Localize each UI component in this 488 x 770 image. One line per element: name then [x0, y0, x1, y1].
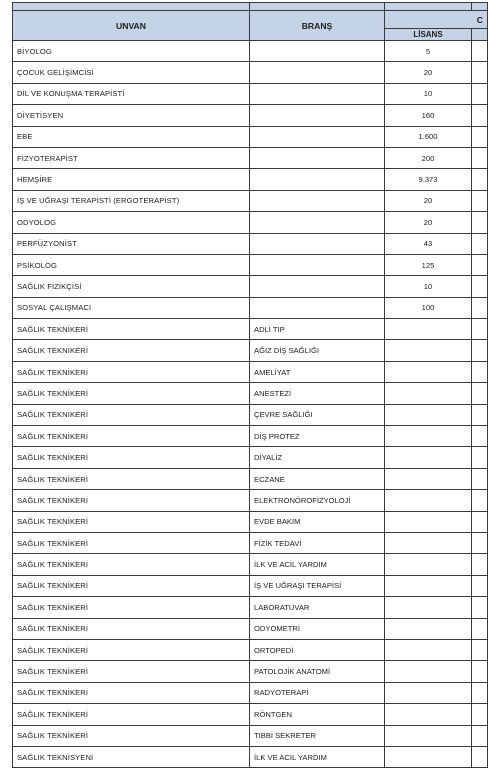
unvan-cell: FİZYOTERAPİST	[13, 147, 250, 168]
brans-cell: RADYOTERAPİ	[250, 682, 385, 703]
brans-cell	[250, 297, 385, 318]
table-row	[13, 511, 488, 532]
next-column-cell	[472, 746, 488, 767]
brans-cell	[250, 62, 385, 83]
header-top-cell	[472, 3, 488, 11]
unvan-cell: SAĞLIK TEKNİKERİ	[13, 682, 250, 703]
next-column-cell	[472, 83, 488, 104]
next-column-cell	[472, 276, 488, 297]
next-column-cell	[472, 618, 488, 639]
brans-cell	[250, 83, 385, 104]
brans-cell: PATOLOJİK ANATOMİ	[250, 661, 385, 682]
unvan-cell: SAĞLIK TEKNİKERİ	[13, 511, 250, 532]
unvan-header: UNVAN	[13, 11, 250, 41]
next-column-cell	[472, 254, 488, 275]
lisans-cell	[385, 532, 472, 553]
lisans-cell	[385, 639, 472, 660]
lisans-cell	[385, 682, 472, 703]
table-row	[13, 532, 488, 553]
next-column-cell	[472, 490, 488, 511]
next-column-cell	[472, 704, 488, 725]
next-column-cell	[472, 169, 488, 190]
lisans-cell	[385, 468, 472, 489]
brans-cell: AMELİYAT	[250, 361, 385, 382]
next-column-cell	[472, 597, 488, 618]
brans-cell	[250, 233, 385, 254]
brans-cell	[250, 254, 385, 275]
brans-cell: EVDE BAKIM	[250, 511, 385, 532]
table-row	[13, 297, 488, 318]
unvan-cell: SAĞLIK TEKNİKERİ	[13, 639, 250, 660]
table-row	[13, 704, 488, 725]
lisans-cell	[385, 597, 472, 618]
next-column-header	[472, 29, 488, 41]
brans-cell: RÖNTGEN	[250, 704, 385, 725]
lisans-cell: 43	[385, 233, 472, 254]
next-column-cell	[472, 661, 488, 682]
next-column-cell	[472, 404, 488, 425]
next-column-cell	[472, 297, 488, 318]
table-body	[13, 41, 488, 768]
lisans-cell: 160	[385, 105, 472, 126]
lisans-cell	[385, 490, 472, 511]
lisans-cell: 100	[385, 297, 472, 318]
next-column-cell	[472, 62, 488, 83]
brans-cell	[250, 212, 385, 233]
lisans-cell	[385, 575, 472, 596]
unvan-cell: SAĞLIK TEKNİKERİ	[13, 447, 250, 468]
unvan-cell: HEMŞİRE	[13, 169, 250, 190]
unvan-cell: SAĞLIK TEKNİKERİ	[13, 704, 250, 725]
brans-cell: ECZANE	[250, 468, 385, 489]
next-column-cell	[472, 361, 488, 382]
table-row	[13, 575, 488, 596]
unvan-cell: SOSYAL ÇALIŞMACI	[13, 297, 250, 318]
lisans-cell	[385, 319, 472, 340]
brans-cell: FİZİK TEDAVİ	[250, 532, 385, 553]
header-top-cell	[385, 3, 472, 11]
lisans-cell: 20	[385, 62, 472, 83]
unvan-cell: PSİKOLOG	[13, 254, 250, 275]
lisans-cell: 125	[385, 254, 472, 275]
unvan-cell: SAĞLIK TEKNİKERİ	[13, 597, 250, 618]
table-row	[13, 254, 488, 275]
lisans-cell	[385, 725, 472, 746]
lisans-cell	[385, 447, 472, 468]
unvan-cell: SAĞLIK TEKNİKERİ	[13, 383, 250, 404]
unvan-cell: SAĞLIK TEKNİKERİ	[13, 661, 250, 682]
brans-cell	[250, 41, 385, 62]
unvan-cell: EBE	[13, 126, 250, 147]
lisans-cell	[385, 618, 472, 639]
table-row	[13, 169, 488, 190]
brans-cell	[250, 147, 385, 168]
unvan-cell: SAĞLIK TEKNİKERİ	[13, 618, 250, 639]
lisans-header: LİSANS	[385, 29, 472, 41]
brans-cell	[250, 169, 385, 190]
table-row	[13, 468, 488, 489]
brans-cell: ORTOPEDİ	[250, 639, 385, 660]
brans-cell	[250, 105, 385, 126]
header-top-strip	[13, 3, 488, 11]
unvan-cell: SAĞLIK TEKNİKERİ	[13, 404, 250, 425]
table-row	[13, 746, 488, 767]
lisans-cell: 20	[385, 212, 472, 233]
lisans-cell	[385, 704, 472, 725]
table-row	[13, 190, 488, 211]
brans-cell: İLK VE ACİL YARDIM	[250, 554, 385, 575]
table-row	[13, 126, 488, 147]
lisans-cell	[385, 426, 472, 447]
next-column-cell	[472, 105, 488, 126]
brans-header: BRANŞ	[250, 11, 385, 41]
unvan-cell: SAĞLIK TEKNİSYENİ	[13, 746, 250, 767]
next-column-cell	[472, 725, 488, 746]
lisans-cell	[385, 404, 472, 425]
lisans-cell: 200	[385, 147, 472, 168]
table-row	[13, 361, 488, 382]
next-column-cell	[472, 319, 488, 340]
lisans-cell: 10	[385, 276, 472, 297]
next-column-cell	[472, 426, 488, 447]
header-top-cell	[13, 3, 250, 11]
next-column-cell	[472, 190, 488, 211]
next-column-cell	[472, 511, 488, 532]
brans-cell: DİYALİZ	[250, 447, 385, 468]
unvan-cell: ÇOCUK GELİŞİMCİSİ	[13, 62, 250, 83]
table-row	[13, 83, 488, 104]
next-column-cell	[472, 639, 488, 660]
unvan-cell: SAĞLIK FİZİKÇİSİ	[13, 276, 250, 297]
table-row	[13, 340, 488, 361]
unvan-cell: BİYOLOG	[13, 41, 250, 62]
table-row	[13, 233, 488, 254]
table-row	[13, 319, 488, 340]
table-row	[13, 62, 488, 83]
brans-cell: AĞIZ DİŞ SAĞLIĞI	[250, 340, 385, 361]
table-row	[13, 661, 488, 682]
brans-cell	[250, 126, 385, 147]
table-row	[13, 639, 488, 660]
lisans-cell	[385, 661, 472, 682]
next-column-cell	[472, 233, 488, 254]
lisans-cell	[385, 383, 472, 404]
brans-cell: LABORATUVAR	[250, 597, 385, 618]
header-top-cell	[250, 3, 385, 11]
table-row	[13, 404, 488, 425]
next-column-cell	[472, 126, 488, 147]
unvan-cell: ODYOLOG	[13, 212, 250, 233]
next-column-cell	[472, 340, 488, 361]
next-column-cell	[472, 41, 488, 62]
brans-cell: İLK VE ACİL YARDIM	[250, 746, 385, 767]
lisans-cell	[385, 340, 472, 361]
unvan-cell: İŞ VE UĞRAŞI TERAPİSTİ (ERGOTERAPİST)	[13, 190, 250, 211]
brans-cell: ODYOMETRİ	[250, 618, 385, 639]
brans-cell: TIBBİ SEKRETER	[250, 725, 385, 746]
table-row	[13, 554, 488, 575]
table-header	[13, 3, 488, 41]
unvan-cell: PERFÜZYONİST	[13, 233, 250, 254]
table-row	[13, 383, 488, 404]
unvan-cell: DİYETİSYEN	[13, 105, 250, 126]
unvan-cell: SAĞLIK TEKNİKERİ	[13, 575, 250, 596]
unvan-cell: SAĞLIK TEKNİKERİ	[13, 725, 250, 746]
next-column-cell	[472, 447, 488, 468]
next-column-cell	[472, 532, 488, 553]
table-row	[13, 212, 488, 233]
brans-cell	[250, 190, 385, 211]
next-column-cell	[472, 212, 488, 233]
brans-cell	[250, 276, 385, 297]
table-row	[13, 41, 488, 62]
table-row	[13, 105, 488, 126]
table-row	[13, 682, 488, 703]
next-column-cell	[472, 383, 488, 404]
next-column-cell	[472, 468, 488, 489]
table-row	[13, 147, 488, 168]
lisans-cell: 5	[385, 41, 472, 62]
table-row	[13, 618, 488, 639]
lisans-cell: 9.373	[385, 169, 472, 190]
table-row	[13, 490, 488, 511]
unvan-cell: SAĞLIK TEKNİKERİ	[13, 426, 250, 447]
table-row	[13, 725, 488, 746]
lisans-cell	[385, 554, 472, 575]
lisans-cell: 1.600	[385, 126, 472, 147]
next-column-cell	[472, 682, 488, 703]
header-row	[13, 11, 488, 29]
unvan-cell: DİL VE KONUŞMA TERAPİSTİ	[13, 83, 250, 104]
next-column-cell	[472, 554, 488, 575]
brans-cell: ÇEVRE SAĞLIĞI	[250, 404, 385, 425]
lisans-cell: 10	[385, 83, 472, 104]
next-column-cell	[472, 147, 488, 168]
brans-cell: İŞ VE UĞRAŞI TERAPİSİ	[250, 575, 385, 596]
brans-cell: ELEKTRONÖROFİZYOLOJİ	[250, 490, 385, 511]
lisans-cell	[385, 746, 472, 767]
unvan-cell: SAĞLIK TEKNİKERİ	[13, 554, 250, 575]
unvan-cell: SAĞLIK TEKNİKERİ	[13, 340, 250, 361]
table-row	[13, 426, 488, 447]
brans-cell: ADLİ TIP	[250, 319, 385, 340]
brans-cell: ANESTEZİ	[250, 383, 385, 404]
staff-quota-table	[12, 2, 488, 768]
unvan-cell: SAĞLIK TEKNİKERİ	[13, 468, 250, 489]
group-header: C	[385, 11, 488, 29]
lisans-cell	[385, 511, 472, 532]
unvan-cell: SAĞLIK TEKNİKERİ	[13, 319, 250, 340]
next-column-cell	[472, 575, 488, 596]
table-row	[13, 597, 488, 618]
table-row	[13, 276, 488, 297]
unvan-cell: SAĞLIK TEKNİKERİ	[13, 361, 250, 382]
unvan-cell: SAĞLIK TEKNİKERİ	[13, 532, 250, 553]
unvan-cell: SAĞLIK TEKNİKERİ	[13, 490, 250, 511]
table-row	[13, 447, 488, 468]
lisans-cell	[385, 361, 472, 382]
lisans-cell: 20	[385, 190, 472, 211]
brans-cell: DİŞ PROTEZ	[250, 426, 385, 447]
